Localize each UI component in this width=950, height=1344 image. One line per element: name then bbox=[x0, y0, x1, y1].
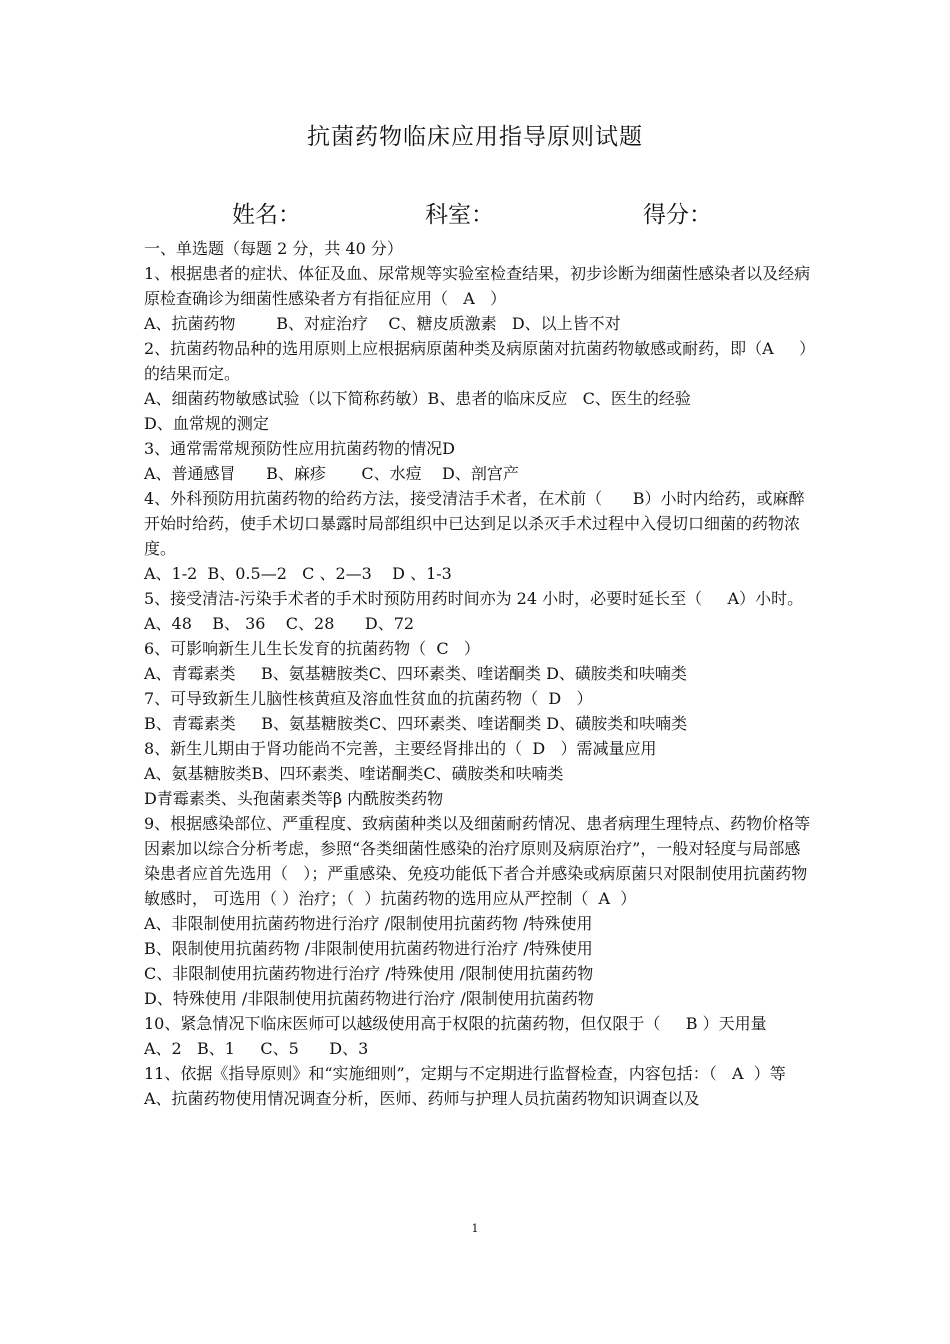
question-9-option-d: D、特殊使用 /非限制使用抗菌药物进行治疗 /限制使用抗菌药物 bbox=[144, 989, 594, 1008]
question-10-options: A、2 B、1 C、5 D、3 bbox=[144, 1039, 369, 1058]
question-8-options-line2: D青霉素类、头孢菌素类等β 内酰胺类药物 bbox=[144, 789, 444, 808]
question-4: 4、外科预防用抗菌药物的给药方法，接受清洁手术者，在术前（ B）小时内给药，或麻醉开始时给药，使手术切口暴露时局部组织中已达到足以杀灭手术过程中入侵切口细菌的药物浓度。 bbox=[144, 489, 805, 558]
question-body bbox=[144, 236, 816, 1111]
page-title: 抗菌药物临床应用指导原则试题 bbox=[307, 124, 643, 150]
name-field-label: 姓名： bbox=[232, 202, 301, 228]
question-11: 11、依据《指导原则》和“实施细则”，定期与不定期进行监督检查，内容包括：（ A ）等 bbox=[144, 1064, 786, 1083]
question-7-options: B、青霉素类 B、氨基糖胺类C、四环素类、喹诺酮类 D、磺胺类和呋喃类 bbox=[144, 714, 688, 733]
question-2-options-line1: A、细菌药物敏感试验（以下简称药敏）B、患者的临床反应 C、医生的经验 bbox=[144, 389, 691, 408]
question-9-option-a: A、非限制使用抗菌药物进行治疗 /限制使用抗菌药物 /特殊使用 bbox=[144, 914, 593, 933]
question-2: 2、抗菌药物品种的选用原则上应根据病原菌种类及病原菌对抗菌药物敏感或耐药，即（A ）的结果而定。 bbox=[144, 339, 816, 383]
department-field-label: 科室： bbox=[425, 202, 494, 228]
question-6: 6、可影响新生儿生长发育的抗菌药物（ C ） bbox=[144, 639, 480, 658]
question-7: 7、可导致新生儿脑性核黄疸及溶血性贫血的抗菌药物（ D ） bbox=[144, 689, 593, 708]
question-9: 9、根据感染部位、严重程度、致病菌种类以及细菌耐药情况、患者病理生理特点、药物价格等因素加以综合分析考虑，参照“各类细菌性感染的治疗原则及病原治疗”，一般对轻度与局部感染患者应首先选用（ ）；严重感染、免疫功能低下者合并感染或病原菌只对限制使用抗菌药物敏感时， 可选用（ ）治疗；（ ）抗菌药物的选用应从严控制（ A ） bbox=[144, 814, 811, 908]
question-5-options: A、48 B、 36 C、28 D、72 bbox=[144, 614, 415, 633]
question-8: 8、新生儿期由于肾功能尚不完善，主要经肾排出的（ D ）需减量应用 bbox=[144, 739, 657, 758]
exam-info-row bbox=[0, 196, 950, 230]
question-2-options-line2: D、血常规的测定 bbox=[144, 414, 269, 433]
question-11-option-a: A、抗菌药物使用情况调查分析，医师、药师与护理人员抗菌药物知识调查以及 bbox=[144, 1089, 700, 1108]
score-field-label: 得分： bbox=[643, 202, 712, 228]
page-number: 1 bbox=[471, 1222, 479, 1235]
question-4-options: A、1-2 B、0.5—2 C 、2—3 D 、1-3 bbox=[144, 564, 452, 583]
question-9-option-b: B、限制使用抗菌药物 /非限制使用抗菌药物进行治疗 /特殊使用 bbox=[144, 939, 593, 958]
question-3: 3、通常需常规预防性应用抗菌药物的情况D bbox=[144, 439, 456, 458]
question-1-options: A、抗菌药物 B、对症治疗 C、糖皮质激素 D、以上皆不对 bbox=[144, 314, 621, 333]
question-9-option-c: C、非限制使用抗菌药物进行治疗 /特殊使用 /限制使用抗菌药物 bbox=[144, 964, 594, 983]
section-heading: 一、单选题（每题 2 分，共 40 分） bbox=[144, 239, 403, 258]
question-3-options: A、普通感冒 B、麻疹 C、水痘 D、剖宫产 bbox=[144, 464, 519, 483]
question-6-options: A、青霉素类 B、氨基糖胺类C、四环素类、喹诺酮类 D、磺胺类和呋喃类 bbox=[144, 664, 687, 683]
question-10: 10、紧急情况下临床医师可以越级使用高于权限的抗菌药物，但仅限于（ B ）天用量 bbox=[144, 1014, 767, 1033]
question-5: 5、接受清洁-污染手术者的手术时预防用药时间亦为 24 小时，必要时延长至（ A）小时。 bbox=[144, 589, 804, 608]
question-8-options-line1: A、氨基糖胺类B、四环素类、喹诺酮类C、磺胺类和呋喃类 bbox=[144, 764, 564, 783]
question-1: 1、根据患者的症状、体征及血、尿常规等实验室检查结果，初步诊断为细菌性感染者以及经病原检查确诊为细菌性感染者方有指征应用（ A ） bbox=[144, 264, 811, 308]
